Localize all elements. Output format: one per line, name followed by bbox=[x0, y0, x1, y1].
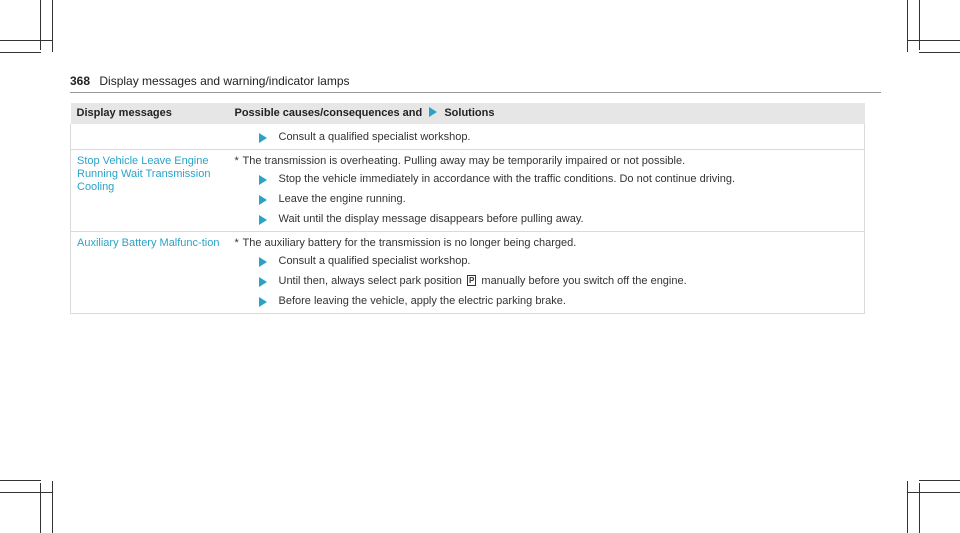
solution-cell bbox=[229, 232, 865, 314]
step-text: Consult a qualified specialist workshop. bbox=[278, 131, 471, 143]
cause-bullet: * bbox=[234, 155, 239, 167]
message-name: Auxiliary Battery Malfunc-tion bbox=[77, 237, 220, 249]
solution-step bbox=[235, 295, 859, 308]
crop-mark bbox=[0, 52, 41, 53]
table-row bbox=[71, 232, 865, 314]
action-arrow-icon bbox=[259, 277, 267, 287]
solution-step bbox=[235, 193, 859, 206]
column-header-solutions-pre: Possible causes/consequences and bbox=[234, 107, 423, 119]
solution-step bbox=[235, 275, 859, 288]
page-number: 368 bbox=[70, 74, 91, 88]
crop-mark bbox=[919, 480, 960, 481]
message-name: Stop Vehicle Leave Engine Running Wait Transmission Cooling bbox=[77, 155, 211, 193]
crop-mark bbox=[908, 492, 960, 493]
action-arrow-icon bbox=[429, 107, 437, 117]
solution-step bbox=[235, 213, 859, 226]
cause-text-content: The auxiliary battery for the transmission is no longer being charged. bbox=[242, 237, 577, 249]
crop-mark bbox=[52, 0, 53, 52]
action-arrow-icon bbox=[259, 133, 267, 143]
solution-step bbox=[235, 173, 859, 186]
step-text: Consult a qualified specialist workshop. bbox=[278, 255, 471, 267]
step-text: Before leaving the vehicle, apply the electric parking brake. bbox=[278, 295, 566, 307]
crop-mark bbox=[40, 483, 41, 533]
table-row bbox=[71, 124, 865, 150]
message-cell bbox=[71, 124, 229, 150]
table-row bbox=[71, 150, 865, 232]
page-title: Display messages and warning/indicator lamps bbox=[99, 74, 350, 88]
step-text: Stop the vehicle immediately in accordance with the traffic conditions. Do not continue driving. bbox=[278, 173, 736, 185]
step-text: Leave the engine running. bbox=[278, 193, 406, 205]
solution-cell bbox=[229, 124, 865, 150]
crop-mark bbox=[0, 40, 52, 41]
action-arrow-icon bbox=[259, 297, 267, 307]
step-text: Until then, always select park position bbox=[278, 275, 462, 287]
action-arrow-icon bbox=[259, 175, 267, 185]
step-text-suffix: manually before you switch off the engine. bbox=[481, 275, 687, 287]
crop-mark bbox=[919, 483, 920, 533]
action-arrow-icon bbox=[259, 195, 267, 205]
action-arrow-icon bbox=[259, 215, 267, 225]
crop-mark bbox=[907, 0, 908, 52]
page-header bbox=[70, 74, 881, 93]
crop-mark bbox=[907, 481, 908, 533]
display-messages-table bbox=[70, 103, 865, 314]
park-position-symbol: P bbox=[469, 276, 475, 285]
crop-mark bbox=[52, 481, 53, 533]
cause-text bbox=[235, 237, 859, 250]
solution-cell bbox=[229, 150, 865, 232]
table-header-row bbox=[71, 103, 865, 124]
solution-step bbox=[235, 255, 859, 268]
cause-text bbox=[235, 155, 859, 168]
action-arrow-icon bbox=[259, 257, 267, 267]
step-text: Wait until the display message disappears before pulling away. bbox=[278, 213, 584, 225]
column-header-solutions-post: Solutions bbox=[444, 107, 495, 119]
crop-mark bbox=[908, 40, 960, 41]
message-cell bbox=[71, 232, 229, 314]
crop-mark bbox=[919, 52, 960, 53]
message-cell bbox=[71, 150, 229, 232]
column-header-messages: Display messages bbox=[71, 103, 229, 124]
column-header-solutions bbox=[229, 103, 865, 124]
crop-mark bbox=[40, 0, 41, 50]
cause-bullet: * bbox=[234, 237, 239, 249]
cause-text-content: The transmission is overheating. Pulling away may be temporarily impaired or not possible. bbox=[242, 155, 686, 167]
crop-mark bbox=[0, 480, 41, 481]
crop-mark bbox=[0, 492, 52, 493]
solution-step bbox=[235, 131, 859, 144]
crop-mark bbox=[919, 0, 920, 50]
